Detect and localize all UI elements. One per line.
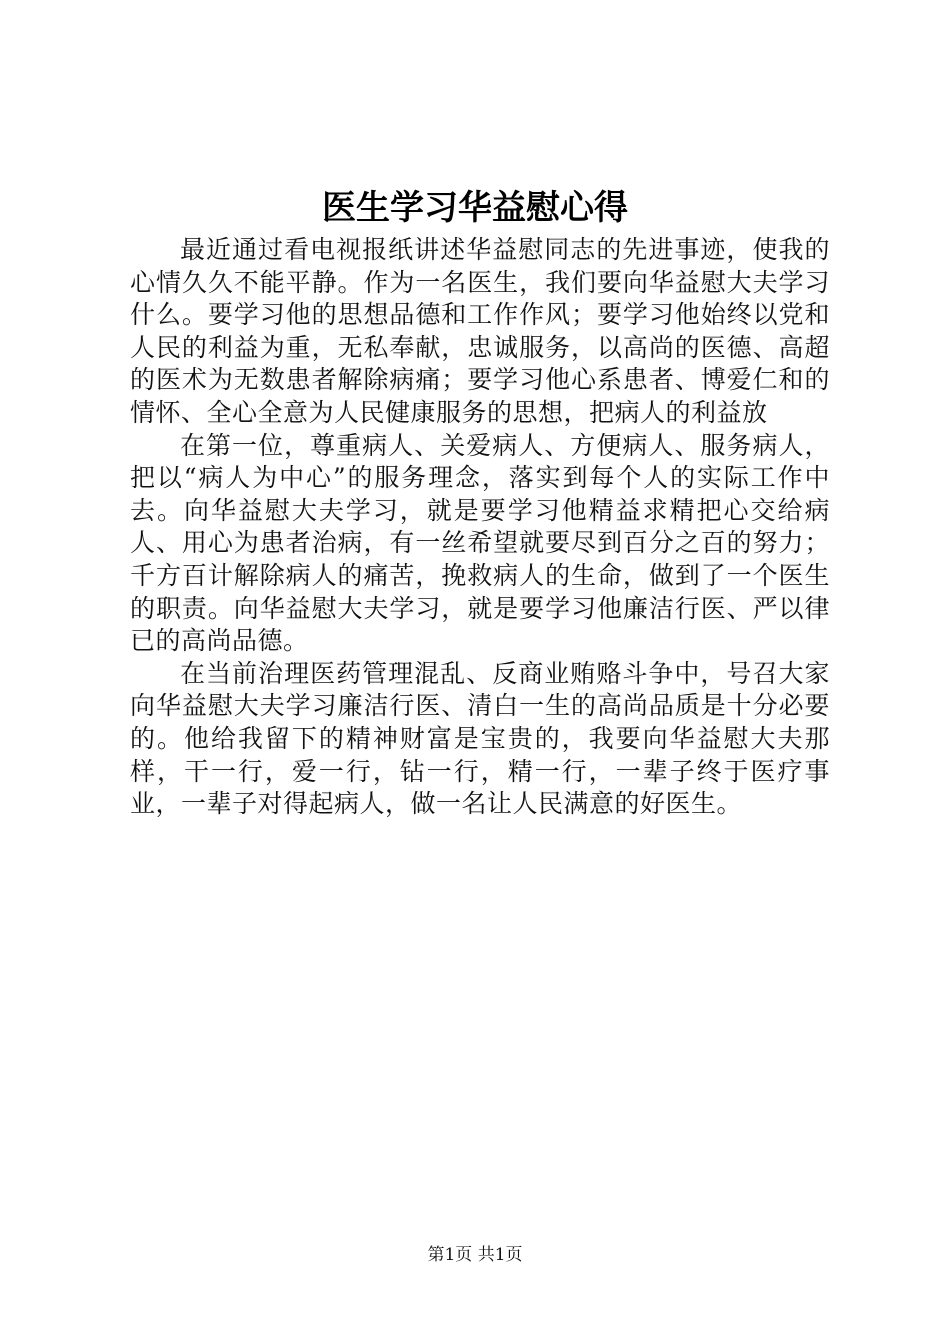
paragraph-1: 最近通过看电视报纸讲述华益慰同志的先进事迹，使我的心情久久不能平静。作为一名医生，我们要向华益慰大夫学习什么。要学习他的思想品德和工作作风；要学习他始终以党和人民的利益为重，无私奉献，忠诚服务，以高尚的医德、高超的医术为无数患者解除病痛；要学习他心系患者、博爱仁和的情怀、全心全意为人民健康服务的思想，把病人的利益放 xyxy=(130,235,830,427)
page-footer: 第1页 共1页 xyxy=(427,1245,523,1265)
document-body xyxy=(130,234,830,821)
paragraph-2: 在第一位，尊重病人、关爱病人、方便病人、服务病人，把以“病人为中心”的服务理念，落实到每个人的实际工作中去。向华益慰大夫学习，就是要学习他精益求精把心交给病人、用心为患者治病，有一丝希望就要尽到百分之百的努力；千方百计解除病人的痛苦，挽救病人的生命，做到了一个医生的职责。向华益慰大夫学习，就是要学习他廉洁行医、严以律已的高尚品德。 xyxy=(130,430,830,656)
paragraph-3: 在当前治理医药管理混乱、反商业贿赂斗争中，号召大家向华益慰大夫学习廉洁行医、清白一生的高尚品质是十分必要的。他给我留下的精神财富是宝贵的，我要向华益慰大夫那样，干一行，爱一行，钻一行，精一行，一辈子终于医疗事业，一辈子对得起病人，做一名让人民满意的好医生。 xyxy=(130,658,830,819)
page-title: 医生学习华益慰心得 xyxy=(322,188,628,228)
